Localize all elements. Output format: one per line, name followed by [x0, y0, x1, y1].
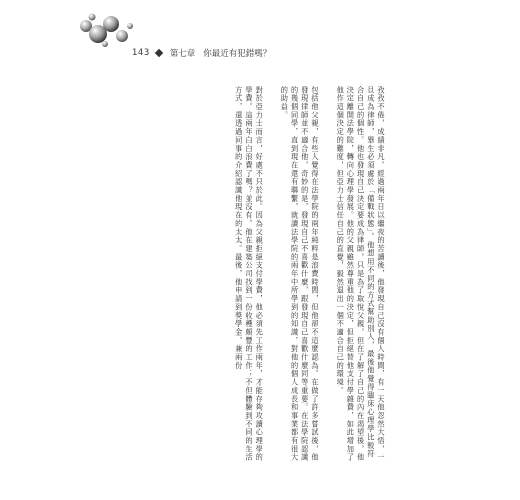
vertical-body-text [126, 86, 386, 466]
page-number: 143 [132, 48, 150, 58]
paragraph: 孜孜不倦，成績非凡。經過兩年日以繼夜的苦讀後，他發現自己沒有個人時間，有一天他忽然大悟，一旦成為律師，畢生必須處於「備戰狀態」。他想用不同的方式幫助別人，最後他覺得臨床心理學比較符合自己的個性。他也發現自己決定要成為律師，只是為了取悅父親，但在了解了自己的內在渴望後，他決定離開法學院，轉向心理學發展。他的父親雖然尊重他的決定，但拒絕替他支付學雜費，如此增加了他作這個決定的難度，但亞力士信任自己的直覺，毅然退出一個不適合自己的環境。 [336, 86, 386, 462]
bubbles-decoration-icon [78, 12, 138, 48]
chapter-title: 你最近有犯錯嗎？ [203, 49, 272, 59]
diamond-icon [154, 49, 162, 57]
paragraph: 對於亞力士而言，好處不只於此。因為父親拒絕支付學費，他必須先工作兩年，才能存夠攻讀心理學的學費。這兩年白白浪費了嗎？並沒有。他在建築公司找到一份收穫頗豐的工作；不但體驗到不同的生活方式，還透過同事的介紹認識他現在的太太。最後，他申請到獎學金，兼兩份 [234, 86, 265, 462]
paragraph: 包括他父親，有些人覺得在法學院的兩年純粹是浪費時間，但他卻不這麼認為。在做了許多嘗試後，他發現律師並不適合他，奇妙的是，發現自己不喜歡什麼，跟發現自己喜歡什麼同等重要。在法學院認識的幾個同學，直到現在還有聯繫，就讀法學院的兩年中所學到的知識，對他的個人成長和事業都有很大的助益。 [280, 86, 320, 462]
chapter-label: 第七章 [169, 49, 196, 59]
running-header [132, 46, 271, 60]
